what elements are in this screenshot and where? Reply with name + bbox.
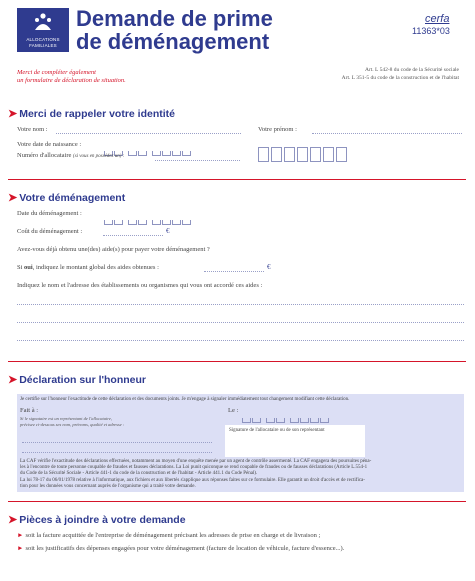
declaration-statement: Je certifie sur l'honneur l'exactitude de cette déclaration et des documents joints. Je m'engage à signaler immédiatement tout changement modifiant cette déclaration.: [20, 397, 350, 402]
section-divider: [8, 361, 466, 362]
montant-oui: oui: [24, 264, 33, 271]
bullet-arrow-icon: ►: [17, 545, 24, 552]
fait-hint-line2: précisez ci-dessous ses nom, prénoms, qualité et adresse :: [20, 422, 125, 427]
identity-title-text: Merci de rappeler votre identité: [19, 108, 176, 120]
logo-text-line1: ALLOCATIONS: [26, 37, 60, 42]
section-pieces-title: [8, 513, 186, 526]
family-logo-icon: [33, 12, 53, 32]
euro-sign: €: [166, 227, 170, 235]
montant-prefix: Si: [17, 264, 23, 271]
pieces-title-text: Pièces à joindre à votre demande: [19, 514, 186, 526]
declaration-title-text: Déclaration sur l'honneur: [19, 374, 146, 386]
organismes-label: Indiquez le nom et l'adresse des établissements ou organismes qui vous ont accordé ces aides :: [17, 282, 263, 289]
montant-label-text: , indiquez le montant global des aides obtenues :: [32, 264, 159, 271]
cnil-notice-line2: tion pour les données vous concernant auprès de l'organisme qui a traité votre demande.: [20, 484, 196, 489]
arrow-icon: ➤: [8, 108, 18, 120]
fraud-warning-line3: du Code de la Sécurité Sociale - Article 441-1 du code de la construction et de l'habitat - Article 441.1 du Code Pénal).: [20, 471, 258, 476]
section-divider: [8, 179, 466, 180]
arrow-icon: ➤: [8, 192, 18, 204]
section-declaration-title: [8, 373, 146, 386]
organismes-line-3[interactable]: [17, 340, 464, 341]
nom-label: Votre nom :: [17, 126, 48, 133]
note-line1: Merci de compléter également: [17, 69, 96, 76]
legal-references: [342, 66, 459, 82]
signature-label: Signature de l'allocataire ou de son représentant: [229, 428, 325, 433]
allocataire-label-text: Numéro d'allocataire: [17, 152, 72, 159]
allocataire-label: [17, 152, 124, 159]
date-label: Date du déménagement :: [17, 210, 82, 217]
form-title-line1: Demande de prime: [76, 6, 273, 31]
le-label: Le :: [228, 407, 239, 414]
piece-item-1-text: soit la facture acquittée de l'entreprise de déménagement précisant les adresses de prise en charge et de livraison ;: [25, 532, 321, 539]
signature-box[interactable]: [225, 425, 365, 457]
piece-item-1: [17, 532, 320, 539]
nom-field[interactable]: [56, 133, 241, 134]
caf-logo: [17, 8, 69, 52]
cout-label: Coût du déménagement :: [17, 228, 83, 235]
fraud-warning-line1: La CAF vérifie l'exactitude des déclarations effectuées, notamment au moyen d'une enquête menée par un agent de contrôle assermenté. La CAF engagera des poursuites péna-: [20, 459, 372, 464]
representative-line-1[interactable]: [22, 442, 212, 443]
section-move-title: [8, 191, 125, 204]
euro-sign-2: €: [267, 263, 271, 271]
allocataire-dotted-line: [155, 160, 240, 161]
cout-field[interactable]: [103, 235, 163, 236]
cerfa-mark: cerfa: [425, 13, 450, 25]
cnil-notice: [20, 478, 460, 490]
representative-line-2[interactable]: [22, 452, 212, 453]
cnil-notice-line1: La loi 78-17 du 06/01/1978 relative à l'informatique, aux fichiers et aux libertés s'applique aux réponses faites sur ce formulaire. Elle garantit un droit d'accès et de rectifica-: [20, 478, 365, 483]
section-identity-title: [8, 107, 175, 120]
allocataire-hint: (si vous en possédez un) :: [73, 154, 125, 159]
fait-hint-line1: Si le signataire est un représentant de l'allocataire,: [20, 416, 112, 421]
prenom-field[interactable]: [312, 133, 462, 134]
aide-question: Avez-vous déjà obtenu une(des) aide(s) pour payer votre déménagement ?: [17, 246, 210, 253]
montant-field[interactable]: [204, 271, 264, 272]
organismes-line-1[interactable]: [17, 304, 464, 305]
fait-hint: [20, 416, 124, 428]
piece-item-2-text: soit les justificatifs des dépenses engagées pour votre déménagement (facture de location de véhicule, facture d'essence...).: [25, 545, 345, 552]
move-date-field[interactable]: [104, 212, 192, 230]
form-number: 11363*03: [412, 26, 450, 36]
fraud-warning: [20, 459, 460, 477]
arrow-icon: ➤: [8, 374, 18, 386]
piece-item-2: [17, 545, 344, 552]
complete-note: [17, 69, 126, 85]
prenom-label: Votre prénom :: [258, 126, 297, 133]
logo-text-line2: FAMILIALES: [29, 43, 57, 48]
naissance-label: Votre date de naissance :: [17, 141, 82, 148]
organismes-line-2[interactable]: [17, 322, 464, 323]
allocataire-number-field[interactable]: [258, 147, 349, 167]
montant-label: [17, 264, 159, 271]
fraud-warning-line2: les à l'encontre de toute personne coupable de fraudes et fausses déclarations. La Loi punit quiconque se rend coupable de fraudes ou de fausses déclarations (Article L.554-1: [20, 465, 368, 470]
note-line2: un formulaire de déclaration de situation.: [17, 77, 126, 84]
arrow-icon: ➤: [8, 514, 18, 526]
legal-ref-line1: Art. L 542-8 du code de la Sécurité sociale: [364, 67, 459, 73]
fait-label: Fait à :: [20, 407, 39, 414]
section-divider: [8, 501, 466, 502]
form-title-line2: de déménagement: [76, 29, 270, 54]
bullet-arrow-icon: ►: [17, 532, 24, 539]
move-title-text: Votre déménagement: [19, 192, 126, 204]
legal-ref-line2: Art. L 351-5 du code de la construction et de l'habitat: [341, 75, 459, 81]
